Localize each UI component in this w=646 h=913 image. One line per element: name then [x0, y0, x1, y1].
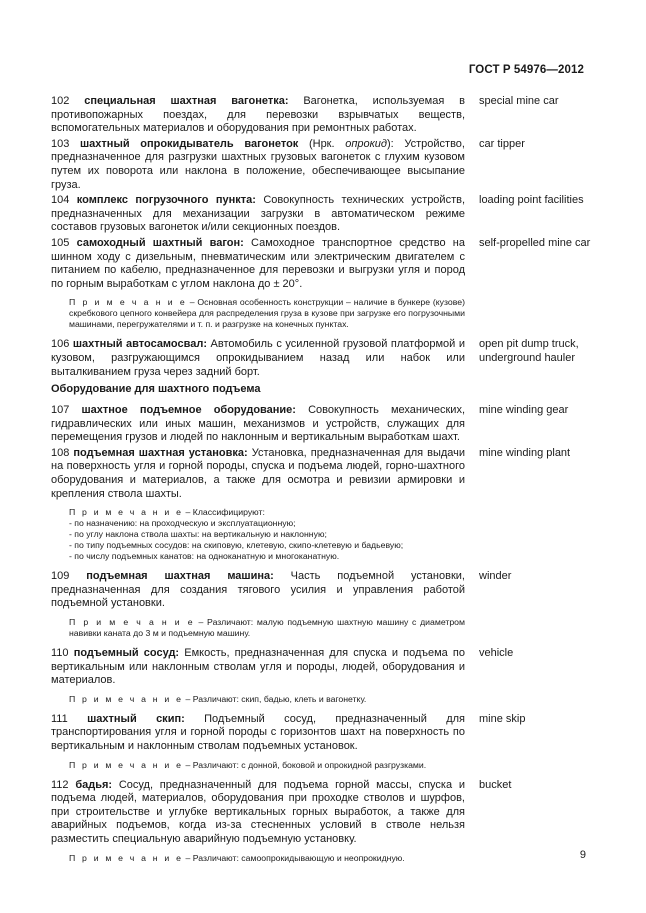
term-text: Автомобиль с усиленной грузовой платформой и кузовом, разгружающимся опрокидыванием назад или набок или выталкиванием груза через задний борт.: [51, 338, 465, 378]
term-name: шахтный автосамосвал:: [72, 338, 208, 351]
term-name: подъемный сосуд:: [73, 647, 180, 660]
term-entry-109: [51, 570, 591, 611]
note-109: [51, 617, 465, 639]
note-list: [69, 518, 465, 562]
term-number: 104: [51, 194, 70, 207]
term-text: Установка, предназначенная для выдачи на поверхность угля и горной породы, спуска и подъема людей, горно-шахтного оборудования и материалов, а также для осмотра и ревизии армировки и крепления ствола шахты.: [51, 446, 466, 500]
page-number: 9: [579, 849, 586, 861]
document-body: [51, 95, 591, 872]
term-english: bucket: [479, 778, 512, 791]
term-entry-111: [51, 713, 591, 754]
term-entry-102: [51, 95, 591, 136]
term-entry-108: [51, 447, 591, 501]
note-110: [51, 694, 465, 705]
note-label: П р и м е ч а н и е: [69, 297, 187, 308]
term-definition: [51, 237, 465, 291]
term-name: бадья:: [75, 778, 113, 791]
note-112: [51, 853, 465, 864]
term-text: Часть подъемной установки, предназначенная для создания тягового усилия и управления работой подъемной установки.: [51, 570, 465, 610]
note-label: П р и м е ч а н и е: [69, 693, 184, 704]
note-text: – Различают: самоопрокидывающую и неопрокидную.: [185, 852, 405, 863]
term-number: 109: [51, 570, 70, 583]
term-name: подъемная шахтная машина:: [86, 570, 274, 583]
term-name: самоходный шахтный вагон:: [76, 236, 244, 249]
term-deprecated-prefix: (Нрк.: [298, 137, 346, 150]
term-definition: [51, 447, 465, 501]
term-text: Емкость, предназначенная для спуска и подъема по вертикальным или наклонным стволам угля и породы, людей, оборудования и материалов.: [51, 647, 466, 687]
term-number: 103: [51, 137, 70, 150]
term-english: winder: [479, 570, 512, 583]
term-number: 106: [51, 338, 70, 351]
term-name: специальная шахтная вагонетка:: [84, 95, 289, 107]
term-name: шахтное подъемное оборудование:: [81, 404, 296, 417]
term-english: mine winding plant: [479, 446, 571, 459]
term-english: car tipper: [479, 137, 525, 150]
term-definition: [51, 570, 465, 611]
note-text: – Различают: скип, бадью, клеть и вагонетку.: [185, 693, 367, 704]
term-entry-103: [51, 138, 591, 192]
term-definition: [51, 138, 465, 192]
term-definition: [51, 779, 465, 847]
note-105: [51, 297, 465, 330]
list-item: - по типу подъемных сосудов: на скиповую, клетевую, скипо-клетевую и бадьевую;: [69, 540, 404, 551]
term-entry-104: [51, 194, 591, 235]
term-definition: [51, 404, 465, 445]
term-english: mine skip: [479, 712, 526, 725]
term-name: шахтный скип:: [87, 712, 185, 725]
term-name: подъемная шахтная установка:: [73, 446, 248, 459]
term-entry-112: [51, 779, 591, 847]
term-definition: [51, 647, 465, 688]
term-text: Совокупность технических устройств, предназначенных для механизации загрузки в автоматическом режиме составов грузовых вагонеток и/или секционных поездов.: [51, 194, 466, 234]
term-english: loading point facilities: [479, 194, 584, 207]
term-entry-105: [51, 237, 591, 291]
list-item: - по углу наклона ствола шахты: на вертикальную и наклонную;: [69, 529, 327, 540]
term-english: open pit dump truck, underground hauler: [479, 338, 579, 364]
term-entry-110: [51, 647, 591, 688]
term-name: шахтный опрокидыватель вагонеток: [80, 137, 299, 150]
note-text: – Основная особенность конструкции – наличие в бункере (кузове) скребкового цепного конвейера для распределения груза в кузове при загрузке его погрузочными машинами, перегружателями и т. п. и разгрузке на конечных пунктах.: [69, 297, 465, 330]
note-text: – Различают: малую подъемную шахтную машину с диаметром навивки каната до 3 м и подъемную машину.: [69, 617, 465, 639]
term-text: Подъемный сосуд, предназначенный для транспортирования угля и горной породы с горизонтов шахт на поверхность по вертикальным и наклонным стволам подъемных установок.: [51, 712, 466, 752]
term-text: Сосуд, предназначенный для подъема горной массы, спуска и подъема людей, материалов, оборудования при проходке стволов и шурфов, при строительстве и углубке вертикальных горных выработок, а также для аварийных подъемов, когда из-за стесненных условий в стволе нельзя разместить специальную аварийную подъемную установку.: [51, 778, 466, 845]
note-label: П р и м е ч а н и е: [69, 617, 195, 628]
note-label: П р и м е ч а н и е: [69, 759, 184, 770]
note-text: – Классифицируют:: [185, 507, 265, 518]
term-entry-106: [51, 338, 591, 379]
note-heading: [69, 507, 465, 518]
term-entry-107: [51, 404, 591, 445]
note-108: [51, 507, 465, 562]
term-number: 111: [51, 712, 68, 725]
note-label: П р и м е ч а н и е: [69, 507, 184, 518]
term-name: комплекс погрузочного пункта:: [76, 194, 256, 207]
term-number: 102: [51, 95, 70, 107]
term-definition: [51, 338, 465, 379]
term-english: mine winding gear: [479, 404, 569, 417]
term-text: Вагонетка, используемая в противопожарных поездах, для перевозки взрывчатых веществ, вспомогательных материалов и оборудования при ремонтных работах.: [51, 95, 465, 135]
term-text: Самоходное транспортное средство на шинном ходу с дизельным, пневматическим или электрическим двигателем с питанием по кабелю, предназначенное для перевозки и выгрузки угля и пород по горным выработкам с углом наклона до ± 20°.: [51, 236, 465, 290]
term-english: special mine car: [479, 95, 559, 107]
term-english: vehicle: [479, 647, 514, 660]
note-label: П р и м е ч а н и е: [69, 852, 184, 863]
term-definition: [51, 95, 465, 136]
term-number: 110: [51, 647, 69, 660]
section-title: Оборудование для шахтного подъема: [51, 383, 261, 396]
term-text: ): Устройство, предназначенное для разгрузки шахтных грузовых вагонеток с глухим кузовом путем их поворота или наклона в положение, обеспечивающее высыпание груза.: [51, 137, 465, 191]
list-item: - по назначению: на проходческую и эксплуатационную;: [69, 518, 296, 529]
term-number: 108: [51, 446, 70, 459]
note-text: – Различают: с донной, боковой и опрокидной разгрузками.: [185, 759, 427, 770]
term-deprecated: опрокид: [345, 137, 388, 150]
term-definition: [51, 713, 465, 754]
list-item: - по числу подъемных канатов: на одноканатную и многоканатную.: [69, 551, 340, 562]
term-number: 112: [51, 778, 69, 791]
term-number: 105: [51, 236, 70, 249]
term-text: Совокупность механических, гидравлических или иных машин, механизмов и устройств, служащих для перемещения грузов и людей по наклонным и вертикальным выработкам шахт.: [51, 404, 466, 444]
term-number: 107: [51, 404, 70, 417]
term-definition: [51, 194, 465, 235]
page-header-standard: ГОСТ Р 54976—2012: [468, 64, 584, 76]
term-english: self-propelled mine car: [479, 236, 591, 249]
note-111: [51, 760, 465, 771]
